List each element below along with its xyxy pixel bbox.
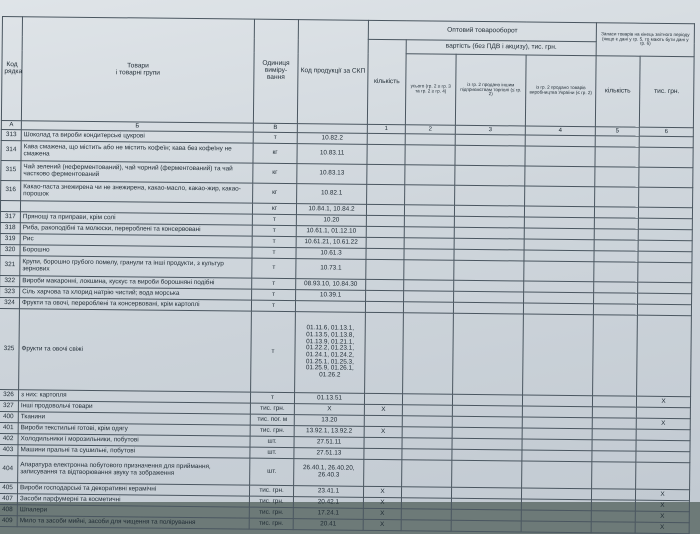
row-value-cell[interactable]	[524, 228, 594, 240]
row-code: 402	[0, 433, 18, 444]
row-kspp: 23.41.1	[293, 486, 363, 498]
row-unit: т	[250, 392, 294, 403]
col-number: 4	[525, 126, 595, 136]
row-unit: кг	[253, 143, 297, 163]
row-value-cell[interactable]	[521, 510, 591, 522]
row-name: Чай зелений (неферментований), чай чорний (ферментований) та чай частково ферментований	[21, 161, 253, 183]
row-unit: т	[252, 214, 296, 225]
row-value-cell[interactable]	[452, 416, 522, 428]
row-value-cell[interactable]	[524, 292, 594, 304]
row-value-cell[interactable]	[453, 302, 523, 314]
row-kspp: 17.24.1	[293, 508, 363, 520]
row-value-cell[interactable]	[402, 449, 452, 461]
row-value-cell[interactable]	[525, 135, 595, 147]
row-value-cell[interactable]	[636, 462, 690, 490]
row-value-cell[interactable]	[401, 509, 451, 521]
row-value-cell[interactable]	[525, 146, 595, 167]
row-value-cell[interactable]	[366, 279, 404, 290]
row-value-cell[interactable]	[639, 147, 693, 168]
row-kspp: 10.83.13	[297, 164, 367, 185]
row-name: Кава смажена, що містить або не містить кофеїн; кава без кофеїну не смажена	[21, 141, 253, 163]
row-unit: тис. грн.	[249, 507, 293, 518]
row-kspp: 08.93.10, 10.84.30	[296, 279, 366, 291]
header-wholesale: Оптовий товарооборот	[368, 20, 596, 41]
row-value-cell[interactable]	[404, 227, 454, 239]
row-value-cell[interactable]	[524, 250, 594, 262]
row-value-cell[interactable]	[638, 240, 692, 252]
row-value-cell[interactable]	[364, 415, 402, 426]
row-value-cell[interactable]	[522, 417, 592, 429]
row-value-cell[interactable]	[591, 511, 635, 522]
row-value-cell[interactable]	[524, 261, 594, 282]
row-kspp: 01.13.51	[294, 393, 364, 405]
col-number: В	[253, 123, 297, 132]
row-unit: шт.	[250, 447, 294, 458]
header-stock-thousand: тис. грн.	[639, 56, 694, 128]
row-value-cell[interactable]	[455, 145, 525, 166]
row-kspp: 10.84.1, 10.84.2	[296, 204, 366, 216]
row-value-cell[interactable]	[405, 145, 455, 166]
header-code: Код рядка	[1, 17, 22, 121]
row-value-cell[interactable]	[638, 229, 692, 241]
row-value-cell[interactable]	[524, 217, 594, 229]
row-value-cell[interactable]	[594, 207, 638, 218]
row-value-cell[interactable]	[639, 136, 693, 148]
row-name: Фрукти та овочі свіжі	[19, 309, 252, 392]
row-kspp: 10.20	[296, 215, 366, 227]
row-code: 403	[0, 444, 18, 455]
row-value-cell[interactable]	[592, 440, 636, 451]
row-value-cell[interactable]	[592, 462, 636, 489]
row-code: 400	[0, 411, 18, 422]
row-value-cell[interactable]	[403, 302, 453, 314]
row-name: з них: картопля	[18, 390, 250, 403]
row-value-cell[interactable]	[521, 499, 591, 511]
row-kspp: 10.73.1	[296, 259, 366, 280]
row-name: Мило та засоби мийні, засоби для чищення та полірування	[17, 516, 249, 529]
row-value-cell[interactable]	[638, 262, 692, 283]
row-name: Машини пральні та сушильні, побутові	[18, 445, 250, 458]
row-value-cell[interactable]	[367, 184, 405, 204]
row-value-cell[interactable]	[639, 187, 693, 208]
row-name: Фрукти та овочі, перероблені та консервовані, крім картоплі	[19, 298, 251, 311]
row-value-cell[interactable]	[592, 407, 636, 418]
row-value-cell[interactable]	[522, 395, 592, 407]
row-value-cell[interactable]	[364, 448, 402, 459]
row-unit: т	[251, 311, 296, 392]
row-value-cell[interactable]	[593, 315, 638, 396]
row-code: 407	[0, 493, 17, 504]
row-value-cell[interactable]	[404, 291, 454, 303]
row-unit: т	[252, 236, 296, 247]
row-name: Сіль харчова та хлорид натрію чистий; вода морська	[20, 287, 252, 300]
row-value-cell[interactable]	[636, 429, 690, 441]
row-unit: тис. грн.	[250, 403, 294, 414]
row-value-cell[interactable]	[455, 165, 525, 186]
row-value-cell[interactable]	[591, 522, 635, 533]
row-name: Засоби парфумерні та косметичні	[17, 494, 249, 507]
row-value-cell[interactable]	[637, 315, 692, 397]
row-value-cell[interactable]	[405, 134, 455, 146]
row-value-cell[interactable]	[451, 509, 521, 521]
row-value-cell[interactable]: X	[363, 486, 401, 497]
row-value-cell[interactable]	[367, 164, 405, 184]
row-kspp: 10.83.11	[297, 144, 367, 165]
row-value-cell[interactable]	[452, 460, 522, 488]
row-code: 409	[0, 515, 17, 526]
row-value-cell[interactable]	[594, 293, 638, 304]
row-unit: т	[252, 258, 296, 278]
row-value-cell[interactable]: X	[635, 522, 689, 534]
col-number: 3	[455, 125, 525, 135]
row-kspp: 10.82.1	[297, 184, 367, 205]
row-value-cell[interactable]	[366, 237, 404, 248]
row-value-cell[interactable]	[366, 290, 404, 301]
row-code: 404	[0, 455, 18, 482]
row-code: 321	[0, 255, 20, 275]
row-value-cell[interactable]	[402, 405, 452, 417]
table-row	[0, 308, 691, 396]
row-value-cell[interactable]	[524, 281, 594, 293]
row-kspp: 13.20	[294, 415, 364, 427]
row-kspp: 27.51.11	[294, 437, 364, 449]
row-kspp: 10.82.2	[297, 133, 367, 145]
row-value-cell[interactable]	[452, 405, 522, 417]
row-value-cell[interactable]	[593, 304, 637, 315]
row-value-cell[interactable]	[522, 428, 592, 440]
row-value-cell[interactable]: X	[363, 508, 401, 519]
row-value-cell[interactable]: X	[363, 497, 401, 508]
row-value-cell[interactable]	[455, 185, 525, 206]
row-value-cell[interactable]	[401, 487, 451, 499]
col-number: 6	[639, 127, 693, 137]
row-name: Рис	[20, 234, 252, 247]
row-unit: т	[253, 132, 297, 143]
row-value-cell[interactable]	[454, 291, 524, 303]
row-value-cell[interactable]	[405, 185, 455, 206]
row-value-cell[interactable]	[521, 521, 591, 533]
row-value-cell[interactable]	[523, 303, 593, 315]
row-value-cell[interactable]	[366, 204, 404, 215]
row-kspp: 01.11.6, 01.13.1, 01.13.5, 01.13.8, 01.13.9, 01.21.1, 01.22.2, 01.23.1, 01.24.1, 01.24.2, 01.25.1, 01.25.3, 01.25.9, 01.26.1, 01.26.2	[295, 312, 366, 394]
row-name: Шпалери	[17, 505, 249, 518]
row-code: 327	[0, 400, 18, 411]
row-value-cell[interactable]	[636, 451, 690, 463]
row-name: Вироби текстильні готові, крім одягу	[18, 423, 250, 436]
row-kspp: 13.92.1, 13.92.2	[294, 426, 364, 438]
row-value-cell[interactable]	[402, 394, 452, 406]
row-value-cell[interactable]	[451, 498, 521, 510]
row-value-cell[interactable]	[595, 187, 639, 207]
row-unit: тис. грн.	[249, 485, 293, 496]
header-unit: Одиниця виміру-вання	[253, 19, 298, 123]
row-name: Борошно	[20, 245, 252, 258]
row-value-cell[interactable]	[452, 427, 522, 439]
row-value-cell[interactable]	[525, 166, 595, 187]
row-value-cell[interactable]	[594, 240, 638, 251]
row-value-cell[interactable]	[524, 206, 594, 218]
row-value-cell[interactable]	[452, 438, 522, 450]
row-value-cell[interactable]	[522, 406, 592, 418]
row-value-cell[interactable]	[594, 282, 638, 293]
row-unit: тис. грн.	[250, 425, 294, 436]
row-value-cell[interactable]	[523, 314, 594, 396]
row-unit: т	[251, 300, 295, 311]
row-value-cell[interactable]	[453, 313, 524, 395]
row-value-cell[interactable]: X	[364, 404, 402, 415]
header-value: вартість (без ПДВ і акцизу), тис. грн.	[406, 40, 596, 56]
row-value-cell[interactable]	[592, 418, 636, 429]
row-value-cell[interactable]	[454, 260, 524, 281]
row-unit: т	[252, 289, 296, 300]
row-kspp: 26.40.1, 26.40.20, 26.40.3	[294, 459, 364, 487]
row-value-cell[interactable]	[638, 282, 692, 294]
row-value-cell[interactable]	[594, 218, 638, 229]
row-value-cell[interactable]	[525, 186, 595, 207]
row-name: Крупи, борошно грубого помелу, гранули та інші продукти, з культур зернових	[20, 256, 252, 278]
row-value-cell[interactable]	[404, 238, 454, 250]
row-code: 323	[0, 286, 20, 297]
row-value-cell[interactable]	[595, 147, 639, 167]
row-value-cell[interactable]	[636, 407, 690, 419]
row-value-cell[interactable]	[452, 394, 522, 406]
row-value-cell[interactable]	[638, 207, 692, 219]
row-value-cell[interactable]	[402, 416, 452, 428]
row-unit: т	[252, 247, 296, 258]
row-value-cell[interactable]: X	[635, 489, 689, 501]
row-value-cell[interactable]	[367, 144, 405, 164]
row-kspp: 10.61.1, 01.12.10	[296, 226, 366, 238]
row-value-cell[interactable]	[455, 134, 525, 146]
row-unit: т	[252, 225, 296, 236]
row-name: Холодильники і морозильники, побутові	[18, 434, 250, 447]
row-value-cell[interactable]: X	[364, 426, 402, 437]
row-unit: тис. грн.	[249, 518, 293, 529]
row-value-cell[interactable]	[638, 218, 692, 230]
row-name: Прянощі та приправи, крім солі	[20, 212, 252, 225]
row-code: 401	[0, 422, 18, 433]
row-name: Тканини	[18, 412, 250, 425]
row-value-cell[interactable]	[401, 498, 451, 510]
row-value-cell[interactable]	[451, 520, 521, 532]
row-kspp	[295, 301, 365, 313]
row-value-cell[interactable]	[595, 167, 639, 187]
row-value-cell[interactable]	[524, 239, 594, 251]
row-value-cell[interactable]	[454, 280, 524, 292]
row-value-cell[interactable]	[638, 293, 692, 305]
row-value-cell[interactable]	[364, 459, 402, 486]
row-value-cell[interactable]	[402, 427, 452, 439]
row-kspp: 10.61.3	[296, 248, 366, 260]
row-unit: кг	[252, 203, 296, 214]
row-unit: тис. пог. м	[250, 414, 294, 425]
row-code: 316	[1, 180, 21, 200]
row-code: 317	[0, 211, 20, 222]
row-value-cell[interactable]	[364, 437, 402, 448]
row-value-cell[interactable]: X	[636, 396, 690, 408]
row-kspp: 10.61.21, 10.61.22	[296, 237, 366, 249]
row-kspp: 20.41	[293, 519, 363, 531]
header-stock-quantity: кількість	[595, 56, 640, 127]
col-number: А	[1, 120, 21, 129]
row-unit: т	[252, 278, 296, 289]
row-code: 314	[1, 140, 21, 160]
row-value-cell[interactable]	[454, 227, 524, 239]
row-value-cell[interactable]	[522, 461, 592, 489]
row-name: Апаратура електронна побутового призначення для приймання, записування та відтворювання звуку та зображення	[18, 456, 250, 485]
row-kspp: 10.39.1	[296, 290, 366, 302]
row-value-cell[interactable]	[454, 216, 524, 228]
row-value-cell[interactable]	[591, 500, 635, 511]
row-value-cell[interactable]	[594, 262, 638, 282]
row-value-cell[interactable]	[521, 488, 591, 500]
header-row-1	[2, 17, 694, 43]
row-value-cell[interactable]	[404, 280, 454, 292]
row-value-cell[interactable]	[364, 393, 402, 404]
header-sold-other: із гр. 2 продано іншим підприємствам торгівлі (≤ гр. 2)	[455, 54, 526, 126]
row-unit: тис. грн.	[249, 496, 293, 507]
row-value-cell[interactable]	[639, 167, 693, 188]
row-value-cell[interactable]: X	[635, 500, 689, 512]
col-number: Б	[21, 121, 253, 132]
row-value-cell[interactable]	[404, 216, 454, 228]
row-code: 405	[0, 482, 18, 493]
row-value-cell[interactable]	[454, 249, 524, 261]
col-number: 2	[405, 125, 455, 135]
row-code: 325	[0, 308, 19, 389]
row-value-cell[interactable]	[405, 165, 455, 186]
row-value-cell[interactable]	[367, 133, 405, 144]
header-kspp: Код продукції за СКП	[297, 20, 368, 125]
row-code: 318	[0, 222, 20, 233]
row-value-cell[interactable]	[522, 439, 592, 451]
row-value-cell[interactable]	[366, 215, 404, 226]
row-value-cell[interactable]	[595, 136, 639, 147]
row-value-cell[interactable]	[365, 301, 403, 312]
row-unit: шт.	[250, 458, 294, 485]
row-value-cell[interactable]	[454, 238, 524, 250]
row-name: Какао-паста знежирена чи не знежирена, какао-масло, какао-жир, какао-порошок	[21, 181, 253, 203]
header-sold-ukraine: із гр. 2 продано товарів виробництва України (≤ гр. 2)	[525, 55, 596, 127]
row-value-cell[interactable]: X	[636, 418, 690, 430]
row-kspp: 27.51.13	[294, 448, 364, 460]
row-unit: кг	[253, 163, 297, 183]
header-goods: Товари і товарні групи	[21, 17, 254, 123]
row-value-cell[interactable]	[404, 205, 454, 217]
row-value-cell[interactable]	[637, 304, 691, 316]
row-value-cell[interactable]	[592, 451, 636, 462]
row-value-cell[interactable]	[522, 450, 592, 462]
row-code: 322	[0, 275, 20, 286]
row-code: 319	[0, 233, 20, 244]
row-value-cell[interactable]	[452, 449, 522, 461]
header-stocks: Запаси товарів на кінець звітного періоду (якщо є дані у гр. 5, то мають бути дані у гр. 6)	[596, 23, 694, 57]
row-unit: шт.	[250, 436, 294, 447]
row-value-cell[interactable]	[636, 440, 690, 452]
row-name: Риба, ракоподібні та молюски, перероблені та консервовані	[20, 223, 252, 236]
header-total: усього (гр. 2 ≥ гр. 3 та гр. 2 ≥ гр. 4)	[405, 54, 456, 126]
row-value-cell[interactable]	[366, 259, 404, 279]
row-value-cell[interactable]	[454, 205, 524, 217]
row-value-cell[interactable]	[404, 260, 454, 281]
row-value-cell[interactable]	[451, 487, 521, 499]
row-value-cell[interactable]: X	[363, 519, 401, 530]
row-value-cell[interactable]	[365, 312, 404, 393]
row-code	[0, 200, 20, 211]
row-name: Шоколад та вироби кондитерські цукрові	[21, 130, 253, 143]
row-value-cell[interactable]	[591, 489, 635, 500]
row-value-cell[interactable]	[401, 520, 451, 532]
row-value-cell[interactable]: X	[635, 511, 689, 523]
row-unit: кг	[253, 183, 297, 203]
row-code: 324	[0, 297, 20, 308]
row-value-cell[interactable]	[366, 226, 404, 237]
row-name: Вироби макаронні, локшина, кускус та вироби борошняні подібні	[20, 276, 252, 289]
row-kspp: 20.42.1	[293, 497, 363, 509]
row-value-cell[interactable]	[366, 248, 404, 259]
row-code: 315	[1, 160, 21, 180]
row-code: 326	[0, 389, 19, 400]
row-name: Інші продовольчі товари	[18, 401, 250, 414]
row-value-cell[interactable]	[592, 396, 636, 407]
col-number: 5	[595, 127, 639, 136]
wholesale-turnover-table	[0, 16, 695, 534]
row-value-cell[interactable]	[594, 251, 638, 262]
row-code: 313	[1, 129, 21, 140]
col-number: 1	[367, 124, 405, 133]
row-code: 408	[0, 504, 17, 515]
row-name: Вироби господарські та декоративні керамічні	[17, 483, 249, 496]
row-value-cell[interactable]	[592, 429, 636, 440]
row-code: 320	[0, 244, 20, 255]
row-value-cell[interactable]	[402, 460, 452, 488]
header-quantity: кількість	[367, 39, 406, 124]
row-kspp: X	[294, 404, 364, 416]
row-value-cell[interactable]	[402, 438, 452, 450]
row-value-cell[interactable]	[403, 313, 454, 395]
row-value-cell[interactable]	[638, 251, 692, 263]
row-value-cell[interactable]	[404, 249, 454, 261]
row-value-cell[interactable]	[594, 229, 638, 240]
